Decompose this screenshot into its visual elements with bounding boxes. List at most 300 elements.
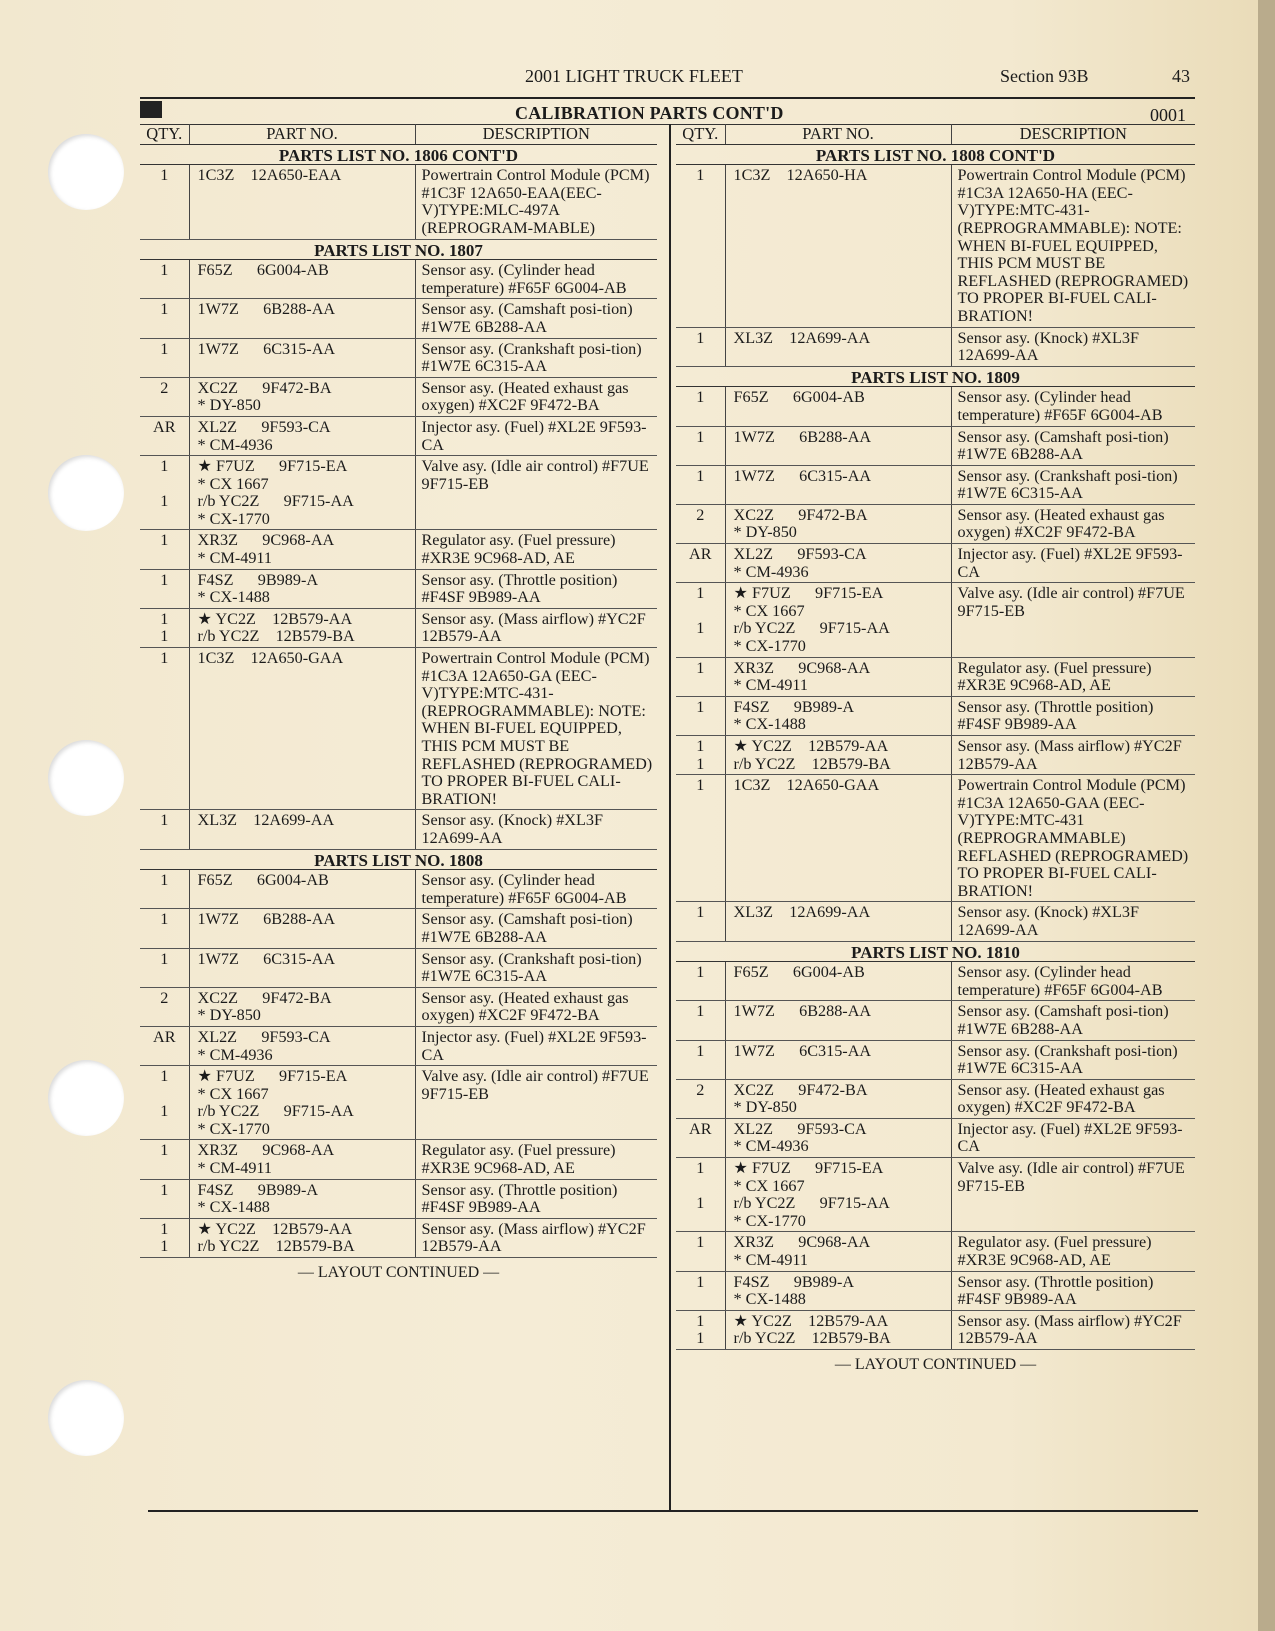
qty-value: 1: [160, 570, 169, 589]
qty-value: [140, 476, 189, 494]
qty-value: [676, 638, 725, 656]
parts-list-heading: PARTS LIST NO. 1808 CONT'D: [676, 144, 1195, 165]
part-number: XC2Z 9F472-BA: [197, 988, 332, 1007]
part-number-cell: [189, 165, 415, 239]
part-number-cell: [725, 165, 951, 327]
part-row: [676, 465, 1195, 504]
section-marker: [140, 101, 162, 118]
part-row: [140, 569, 657, 608]
description: Sensor asy. (Mass airflow) #YC2F 12B579-AA: [415, 1218, 657, 1257]
parts-list-heading-row: [140, 239, 657, 260]
part-number: 1W7Z 6B288-AA: [733, 1002, 872, 1021]
qty-value: [140, 589, 189, 607]
parts-list-heading-row: [676, 366, 1195, 387]
part-row: [140, 530, 657, 569]
qty-value: 1: [160, 457, 169, 476]
qty-value: 1: [696, 658, 705, 677]
qty-value: [140, 1199, 189, 1217]
qty-value: 1: [696, 1159, 705, 1178]
part-number-cell: [189, 987, 415, 1026]
part-number: r/b YC2Z 9F715-AA: [197, 492, 354, 511]
qty-header: QTY.: [676, 124, 725, 144]
qty-cell: [140, 1140, 189, 1179]
part-number: XR3Z 9C968-AA: [733, 1233, 871, 1252]
qty-value: AR: [689, 545, 712, 564]
qty-value: 2: [696, 505, 705, 524]
qty-value: 1: [160, 1067, 169, 1086]
part-number: r/b YC2Z 9F715-AA: [197, 1102, 354, 1121]
part-number: r/b YC2Z 12B579-BA: [197, 627, 355, 646]
description: Sensor asy. (Cylinder head temperature) #F65F 6G004-AB: [415, 870, 657, 909]
part-number-cell: [189, 377, 415, 416]
part-row: [676, 165, 1195, 327]
qty-cell: [140, 1066, 189, 1140]
part-number-cell: [189, 1026, 415, 1065]
binder-hole: [48, 134, 124, 210]
part-number-cell: [725, 1232, 951, 1271]
qty-cell: [676, 465, 725, 504]
part-row: [140, 948, 657, 987]
qty-value: 1: [160, 1141, 169, 1160]
description: Sensor asy. (Knock) #XL3F 12A699-AA: [951, 902, 1195, 941]
qty-value: 1: [696, 1002, 705, 1021]
description: Sensor asy. (Mass airflow) #YC2F 12B579-AA: [951, 1310, 1195, 1349]
part-number-cell: [725, 1040, 951, 1079]
qty-value: 1: [160, 910, 169, 929]
qty-cell: [676, 1040, 725, 1079]
part-header: PART NO.: [189, 124, 415, 144]
part-number: 1W7Z 6B288-AA: [197, 300, 336, 319]
part-number-cell: [189, 909, 415, 948]
part-number: * CM-4911: [197, 1159, 272, 1178]
right-column: [676, 124, 1195, 1374]
part-row: [140, 909, 657, 948]
binder-hole: [48, 1380, 124, 1456]
qty-value: [140, 1086, 189, 1104]
part-number: r/b YC2Z 12B579-BA: [733, 754, 891, 773]
qty-cell: [140, 1179, 189, 1218]
qty-value: AR: [689, 1119, 712, 1138]
description: Sensor asy. (Throttle position) #F4SF 9B989-AA: [951, 1271, 1195, 1310]
catalog-title: 2001 LIGHT TRUCK FLEET: [525, 66, 743, 86]
part-row: [676, 1271, 1195, 1310]
qty-cell: [676, 1271, 725, 1310]
description: Powertrain Control Module (PCM) #1C3F 12A650-EAA(EEC-V)TYPE:MLC-497A (REPROGRAM-MABLE): [415, 165, 657, 239]
part-number-cell: [725, 1310, 951, 1349]
part-number: ★ F7UZ 9F715-EA: [197, 1067, 348, 1086]
qty-cell: [676, 657, 725, 696]
parts-list-heading: PARTS LIST NO. 1810: [676, 941, 1195, 962]
part-number-cell: [725, 1001, 951, 1040]
qty-value: 1: [696, 754, 705, 773]
parts-list-heading: PARTS LIST NO. 1807: [140, 239, 657, 260]
qty-value: 1: [160, 627, 169, 646]
part-number: * CX-1488: [197, 1198, 270, 1217]
part-number: F4SZ 9B989-A: [197, 570, 319, 589]
qty-cell: [676, 1158, 725, 1232]
part-number: * DY-850: [197, 1006, 261, 1025]
description: Sensor asy. (Crankshaft posi-tion) #1W7E 6C315-AA: [415, 948, 657, 987]
binder-hole: [48, 740, 124, 816]
header-rule: [140, 97, 1195, 99]
part-number: XL2Z 9F593-CA: [197, 1027, 331, 1046]
part-number-cell: [189, 1066, 415, 1140]
column-divider: [669, 124, 671, 1510]
qty-cell: [140, 810, 189, 849]
part-row: [140, 260, 657, 299]
part-number-cell: [189, 1179, 415, 1218]
description: Sensor asy. (Heated exhaust gas oxygen) #XC2F 9F472-BA: [415, 987, 657, 1026]
part-row: [676, 544, 1195, 583]
part-number-cell: [725, 1079, 951, 1118]
qty-cell: [676, 165, 725, 327]
part-number: ★ F7UZ 9F715-EA: [197, 457, 348, 476]
description: Sensor asy. (Camshaft posi-tion) #1W7E 6B288-AA: [951, 1001, 1195, 1040]
qty-cell: [140, 1218, 189, 1257]
binder-hole: [48, 1060, 124, 1136]
qty-value: 1: [160, 871, 169, 890]
page-header: [140, 66, 1196, 92]
part-number: r/b YC2Z 9F715-AA: [733, 1194, 890, 1213]
part-number-cell: [725, 387, 951, 426]
part-number: * DY-850: [733, 523, 797, 542]
qty-cell: [140, 377, 189, 416]
description: Sensor asy. (Camshaft posi-tion) #1W7E 6B288-AA: [415, 299, 657, 338]
part-number: XC2Z 9F472-BA: [733, 505, 868, 524]
description: Sensor asy. (Throttle position) #F4SF 9B989-AA: [415, 1179, 657, 1218]
qty-cell: [140, 416, 189, 455]
qty-value: 1: [160, 339, 169, 358]
part-number-cell: [189, 810, 415, 849]
qty-cell: [676, 1079, 725, 1118]
qty-cell: [676, 1232, 725, 1271]
part-number-cell: [725, 544, 951, 583]
part-number: * CM-4911: [733, 1251, 808, 1270]
part-number: r/b YC2Z 9F715-AA: [733, 619, 890, 638]
part-number: F65Z 6G004-AB: [197, 261, 329, 280]
part-number: XC2Z 9F472-BA: [733, 1080, 868, 1099]
qty-value: 1: [696, 166, 705, 185]
qty-cell: [140, 456, 189, 530]
part-number: ★ YC2Z 12B579-AA: [733, 1311, 889, 1330]
qty-cell: [140, 530, 189, 569]
parts-list-heading-row: [140, 849, 657, 870]
qty-value: 1: [160, 1180, 169, 1199]
parts-list-heading: PARTS LIST NO. 1809: [676, 366, 1195, 387]
qty-cell: [140, 569, 189, 608]
qty-value: 1: [160, 492, 169, 511]
qty-value: 1: [160, 261, 169, 280]
part-number-cell: [725, 583, 951, 657]
part-number-cell: [189, 870, 415, 909]
parts-list-heading-row: [676, 941, 1195, 962]
part-number: F4SZ 9B989-A: [197, 1180, 319, 1199]
part-row: [676, 696, 1195, 735]
qty-value: [140, 1121, 189, 1139]
part-number: 1W7Z 6C315-AA: [197, 339, 336, 358]
qty-cell: [140, 948, 189, 987]
part-row: [676, 1232, 1195, 1271]
qty-value: [676, 677, 725, 695]
qty-value: 1: [160, 1237, 169, 1256]
qty-cell: [140, 260, 189, 299]
part-number: F65Z 6G004-AB: [733, 388, 865, 407]
qty-cell: [676, 327, 725, 366]
description: Sensor asy. (Crankshaft posi-tion) #1W7E 6C315-AA: [951, 1040, 1195, 1079]
qty-value: 1: [696, 903, 705, 922]
qty-value: [676, 1291, 725, 1309]
qty-value: [676, 716, 725, 734]
part-row: [140, 1026, 657, 1065]
qty-value: [140, 397, 189, 415]
part-number-cell: [189, 1218, 415, 1257]
description: Powertrain Control Module (PCM) #1C3A 12A650-HA (EEC-V)TYPE:MTC-431-(REPROGRAMMABLE): NOTE: WHEN BI-FUEL EQUIPPED, THIS PCM MUST BE REFLASHED (REPROGRAMED) TO PROPER BI-FUEL CALI-BRATION!: [951, 165, 1195, 327]
part-row: [676, 426, 1195, 465]
part-row: [140, 377, 657, 416]
part-number: * CX-1770: [733, 1211, 806, 1230]
part-number: * CX 1667: [197, 474, 269, 493]
qty-value: 1: [696, 697, 705, 716]
binder-hole: [48, 455, 124, 531]
part-header: PART NO.: [725, 124, 951, 144]
part-number-cell: [725, 1158, 951, 1232]
description: Sensor asy. (Throttle position) #F4SF 9B989-AA: [951, 696, 1195, 735]
description: Injector asy. (Fuel) #XL2E 9F593-CA: [951, 544, 1195, 583]
part-number-cell: [725, 775, 951, 902]
qty-value: [676, 1099, 725, 1117]
part-number-cell: [189, 1140, 415, 1179]
part-number: XL2Z 9F593-CA: [733, 545, 867, 564]
qty-cell: [676, 426, 725, 465]
part-number: 1C3Z 12A650-EAA: [197, 166, 342, 185]
qty-value: 1: [160, 166, 169, 185]
part-row: [676, 736, 1195, 775]
part-number: XL3Z 12A699-AA: [733, 328, 871, 347]
part-number-cell: [725, 426, 951, 465]
part-number: 1W7Z 6C315-AA: [733, 466, 872, 485]
qty-cell: [140, 909, 189, 948]
qty-value: 2: [696, 1080, 705, 1099]
description: Regulator asy. (Fuel pressure) #XR3E 9C968-AD, AE: [415, 1140, 657, 1179]
part-row: [140, 608, 657, 647]
qty-cell: [140, 608, 189, 647]
qty-value: 1: [160, 300, 169, 319]
header-row: [676, 124, 1195, 144]
part-number: F65Z 6G004-AB: [733, 963, 865, 982]
part-number: 1W7Z 6C315-AA: [733, 1041, 872, 1060]
part-row: [676, 1118, 1195, 1157]
description: Injector asy. (Fuel) #XL2E 9F593-CA: [415, 416, 657, 455]
layout-continued: — LAYOUT CONTINUED —: [297, 1264, 500, 1282]
part-row: [140, 648, 657, 810]
part-number-cell: [189, 530, 415, 569]
description: Sensor asy. (Camshaft posi-tion) #1W7E 6B288-AA: [415, 909, 657, 948]
qty-value: [676, 564, 725, 582]
parts-table: [676, 124, 1195, 1350]
qty-cell: [140, 870, 189, 909]
part-row: [676, 962, 1195, 1001]
qty-value: 1: [696, 1329, 705, 1348]
description: Injector asy. (Fuel) #XL2E 9F593-CA: [415, 1026, 657, 1065]
qty-value: [676, 603, 725, 621]
description: Sensor asy. (Crankshaft posi-tion) #1W7E 6C315-AA: [415, 338, 657, 377]
qty-value: AR: [153, 1027, 176, 1046]
part-number: * CM-4936: [733, 562, 809, 581]
part-number-cell: [725, 1118, 951, 1157]
part-row: [140, 165, 657, 239]
part-number: F4SZ 9B989-A: [733, 1272, 855, 1291]
parts-list-heading: PARTS LIST NO. 1806 CONT'D: [140, 144, 657, 165]
part-number-cell: [725, 1271, 951, 1310]
part-number: XR3Z 9C968-AA: [733, 658, 871, 677]
part-number: XR3Z 9C968-AA: [197, 1141, 335, 1160]
qty-value: 2: [160, 378, 169, 397]
part-number: * CX 1667: [733, 1176, 805, 1195]
part-number-cell: [725, 736, 951, 775]
part-number: XL2Z 9F593-CA: [197, 417, 331, 436]
qty-cell: [676, 504, 725, 543]
part-number: * CX-1770: [197, 1119, 270, 1138]
part-number: F65Z 6G004-AB: [197, 871, 329, 890]
part-row: [140, 987, 657, 1026]
part-number: r/b YC2Z 12B579-BA: [197, 1237, 355, 1256]
part-row: [140, 456, 657, 530]
description: Sensor asy. (Heated exhaust gas oxygen) #XC2F 9F472-BA: [951, 1079, 1195, 1118]
qty-cell: [676, 544, 725, 583]
part-row: [676, 1040, 1195, 1079]
part-row: [676, 1158, 1195, 1232]
qty-cell: [140, 648, 189, 810]
part-number: XL2Z 9F593-CA: [733, 1119, 867, 1138]
qty-cell: [676, 1310, 725, 1349]
description: Sensor asy. (Cylinder head temperature) #F65F 6G004-AB: [951, 962, 1195, 1001]
qty-cell: [140, 338, 189, 377]
part-row: [676, 902, 1195, 941]
part-number: XL3Z 12A699-AA: [197, 811, 335, 830]
qty-cell: [140, 987, 189, 1026]
part-number: ★ YC2Z 12B579-AA: [197, 609, 353, 628]
part-row: [140, 810, 657, 849]
layout-continued: — LAYOUT CONTINUED —: [834, 1356, 1037, 1373]
section-label: Section 93B: [1000, 66, 1089, 86]
part-row: [676, 504, 1195, 543]
qty-value: 1: [696, 1233, 705, 1252]
qty-value: 1: [696, 619, 705, 638]
qty-value: [140, 1007, 189, 1025]
desc-header: DESCRIPTION: [415, 124, 657, 144]
part-number-cell: [725, 327, 951, 366]
part-row: [676, 387, 1195, 426]
part-number: * CX-1488: [733, 715, 806, 734]
qty-value: 2: [160, 988, 169, 1007]
part-number: * CX 1667: [197, 1084, 269, 1103]
part-number: * CM-4911: [197, 549, 272, 568]
qty-value: [676, 1178, 725, 1196]
part-number: * DY-850: [733, 1098, 797, 1117]
part-number-cell: [725, 962, 951, 1001]
part-number-cell: [189, 456, 415, 530]
description: Sensor asy. (Knock) #XL3F 12A699-AA: [951, 327, 1195, 366]
footer-rule: [148, 1510, 1198, 1512]
part-number-cell: [725, 657, 951, 696]
part-number: 1C3Z 12A650-HA: [733, 166, 868, 185]
parts-table: [140, 124, 657, 1258]
qty-value: 1: [696, 963, 705, 982]
part-number: * CX-1770: [197, 509, 270, 528]
qty-cell: [676, 775, 725, 902]
qty-value: [140, 550, 189, 568]
part-number: F4SZ 9B989-A: [733, 697, 855, 716]
qty-value: [140, 511, 189, 529]
parts-list-heading: PARTS LIST NO. 1808: [140, 849, 657, 870]
part-row: [676, 583, 1195, 657]
part-row: [676, 657, 1195, 696]
part-number-cell: [189, 948, 415, 987]
qty-value: [676, 524, 725, 542]
description: Valve asy. (Idle air control) #F7UE 9F715-EB: [951, 1158, 1195, 1232]
part-number: 1W7Z 6B288-AA: [197, 910, 336, 929]
desc-header: DESCRIPTION: [951, 124, 1195, 144]
part-number: XR3Z 9C968-AA: [197, 531, 335, 550]
part-number-cell: [725, 504, 951, 543]
part-number-cell: [189, 648, 415, 810]
qty-value: [676, 1213, 725, 1231]
qty-cell: [676, 387, 725, 426]
description: Sensor asy. (Crankshaft posi-tion) #1W7E 6C315-AA: [951, 465, 1195, 504]
banner-title: CALIBRATION PARTS CONT'D: [515, 103, 784, 123]
part-number: * CX 1667: [733, 601, 805, 620]
part-row: [676, 1001, 1195, 1040]
part-number: XC2Z 9F472-BA: [197, 378, 332, 397]
part-row: [676, 327, 1195, 366]
description: Sensor asy. (Cylinder head temperature) #F65F 6G004-AB: [415, 260, 657, 299]
part-number: 1W7Z 6C315-AA: [197, 949, 336, 968]
part-row: [676, 775, 1195, 902]
description: Sensor asy. (Cylinder head temperature) #F65F 6G004-AB: [951, 387, 1195, 426]
part-row: [140, 870, 657, 909]
part-number: * CM-4936: [733, 1137, 809, 1156]
part-row: [140, 1218, 657, 1257]
part-number-cell: [189, 338, 415, 377]
description: Sensor asy. (Knock) #XL3F 12A699-AA: [415, 810, 657, 849]
part-row: [140, 1140, 657, 1179]
qty-value: AR: [153, 417, 176, 436]
page-number: 43: [1172, 66, 1190, 86]
qty-value: 1: [696, 737, 705, 755]
part-number: 1C3Z 12A650-GAA: [733, 776, 880, 795]
part-number: * CX-1488: [197, 588, 270, 607]
qty-cell: [676, 736, 725, 775]
part-number: 1W7Z 6B288-AA: [733, 427, 872, 446]
description: Regulator asy. (Fuel pressure) #XR3E 9C968-AD, AE: [951, 1232, 1195, 1271]
description: Sensor asy. (Throttle position) #F4SF 9B989-AA: [415, 569, 657, 608]
part-number: ★ YC2Z 12B579-AA: [733, 737, 889, 755]
part-number-cell: [189, 608, 415, 647]
description: Injector asy. (Fuel) #XL2E 9F593-CA: [951, 1118, 1195, 1157]
part-number: * CX-1770: [733, 637, 806, 656]
part-row: [676, 1310, 1195, 1349]
qty-cell: [140, 165, 189, 239]
description: Sensor asy. (Mass airflow) #YC2F 12B579-AA: [415, 608, 657, 647]
description: Sensor asy. (Heated exhaust gas oxygen) #XC2F 9F472-BA: [415, 377, 657, 416]
qty-value: 1: [160, 949, 169, 968]
qty-value: 1: [696, 388, 705, 407]
qty-value: 1: [696, 1272, 705, 1291]
part-number-cell: [725, 902, 951, 941]
part-number-cell: [725, 465, 951, 504]
qty-value: 1: [696, 466, 705, 485]
parts-list-heading-row: [676, 144, 1195, 165]
